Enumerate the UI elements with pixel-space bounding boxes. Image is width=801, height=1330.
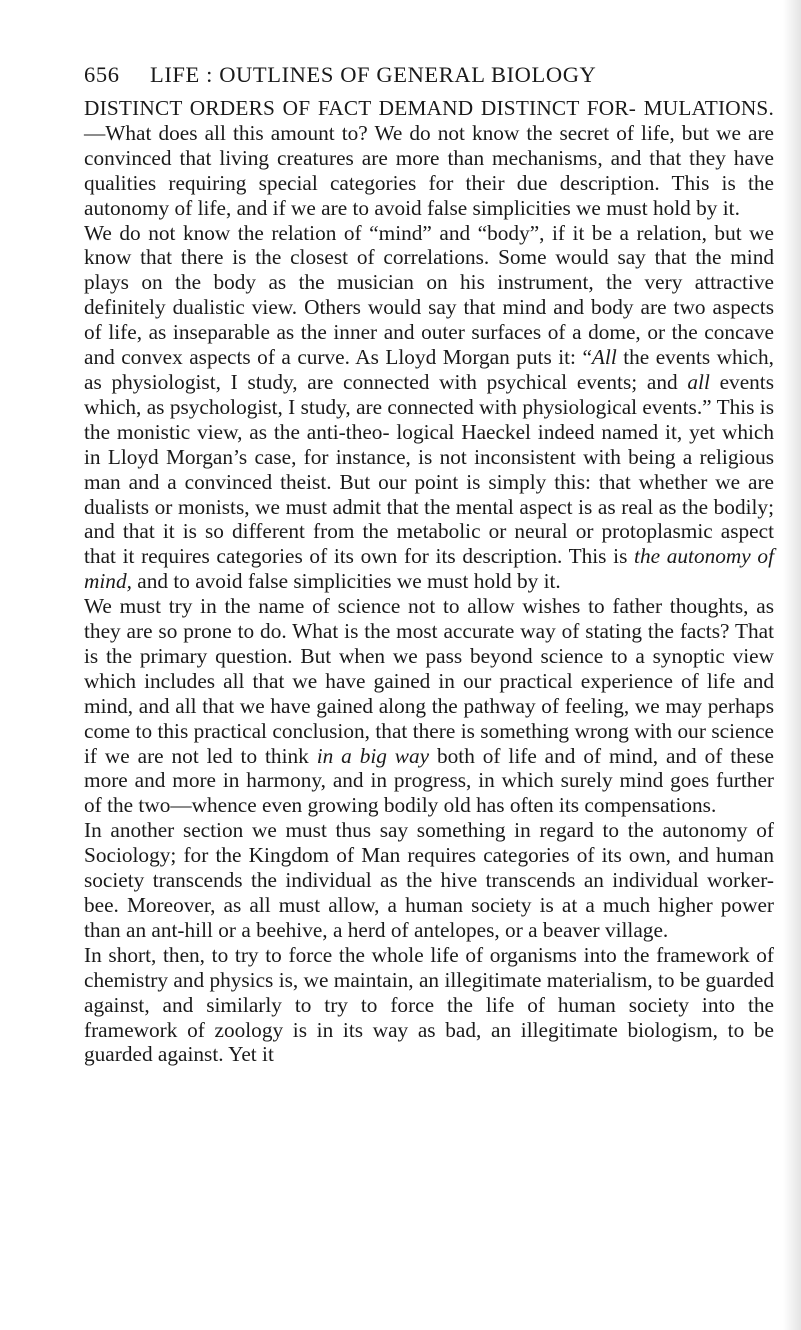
paragraph-5: In short, then, to try to force the whole life of organisms into the framework of chemistry and physics is, we maintain, an illegitimate materialism, to be guarded against, and similarly to try to force the life of human society into the framework of zoology is in its way as bad, an illegitimate biologism, to be guarded against. Yet it (84, 942, 774, 1067)
section-heading: DISTINCT ORDERS OF FACT DEMAND DISTINCT FOR- MULATIONS. (84, 96, 774, 120)
paragraph-2-italic-1: All (591, 345, 617, 370)
paragraph-2 (84, 221, 774, 595)
paragraph-3-part-b: both of life and of mind, and of these more and more in harmony, and in progress, in which surely mind goes further of the two—whence even growing bodily old has often its compensations. (84, 743, 774, 818)
running-title: LIFE : OUTLINES OF GENERAL BIOLOGY (150, 62, 597, 87)
book-page (84, 62, 774, 1067)
page-number: 656 (84, 62, 120, 87)
running-header (84, 62, 774, 96)
page-edge-shadow (783, 0, 801, 1330)
paragraph-1 (84, 96, 774, 221)
paragraph-3-italic: in a big way (316, 743, 430, 768)
paragraph-1-text: —What does all this amount to? We do not know the secret of life, but we are convinced that living creatures are more than mechanisms, and that they have qualities requiring special categories for their due description. This is the autonomy of life, and if we are to avoid false simplicities we must hold by it. (84, 120, 774, 220)
paragraph-2-part-c: events which, as psychologist, I study, are connected with physiological events.” This is the monistic view, as the anti-theo- logical Haeckel indeed named it, yet which in Lloyd Morgan’s case, for instance, is not inconsistent with being a religious man and a convinced theist. But our point is simply this: that whether we are dualists or monists, we must admit that the mental aspect is as real as the bodily; and that it is so different from the metabolic or neural or protoplasmic aspect that it requires categories of its own for its description. This is (84, 369, 774, 569)
paragraph-2-italic-3: the autonomy of mind, (84, 544, 774, 594)
paragraph-4: In another section we must thus say something in regard to the autonomy of Sociology; for the Kingdom of Man requires categories of its own, and human society transcends the individual as the hive transcends an individual worker-bee. Moreover, as all must allow, a human society is at a much higher power than an ant-hill or a beehive, a herd of antelopes, or a beaver village. (84, 818, 774, 942)
paragraph-2-part-d: and to avoid false simplicities we must hold by it. (131, 569, 561, 594)
paragraph-3-part-a: We must try in the name of science not to allow wishes to father thoughts, as they are so prone to do. What is the most accurate way of stating the facts? That is the primary question. But when we pass beyond science to a synoptic view which includes all that we have gained in our practical experience of life and mind, and all that we have gained along the pathway of feeling, we may perhaps come to this practical conclusion, that there is something wrong with our science if we are not led to think (84, 594, 774, 768)
paragraph-3 (84, 594, 774, 818)
paragraph-2-part-a: We do not know the relation of “mind” and “body”, if it be a relation, but we know that there is the closest of correlations. Some would say that the mind plays on the body as the musician on his instrument, the very attractive definitely dualistic view. Others would say that mind and body are two aspects of life, as inseparable as the inner and outer surfaces of a dome, or the concave and convex aspects of a curve. As Lloyd Morgan puts it: “ (84, 220, 774, 370)
body-text (84, 96, 774, 1067)
paragraph-2-part-b: the events which, as physiologist, I study, are connected with psychical events; and (84, 345, 774, 394)
paragraph-2-italic-2: all (687, 369, 710, 394)
